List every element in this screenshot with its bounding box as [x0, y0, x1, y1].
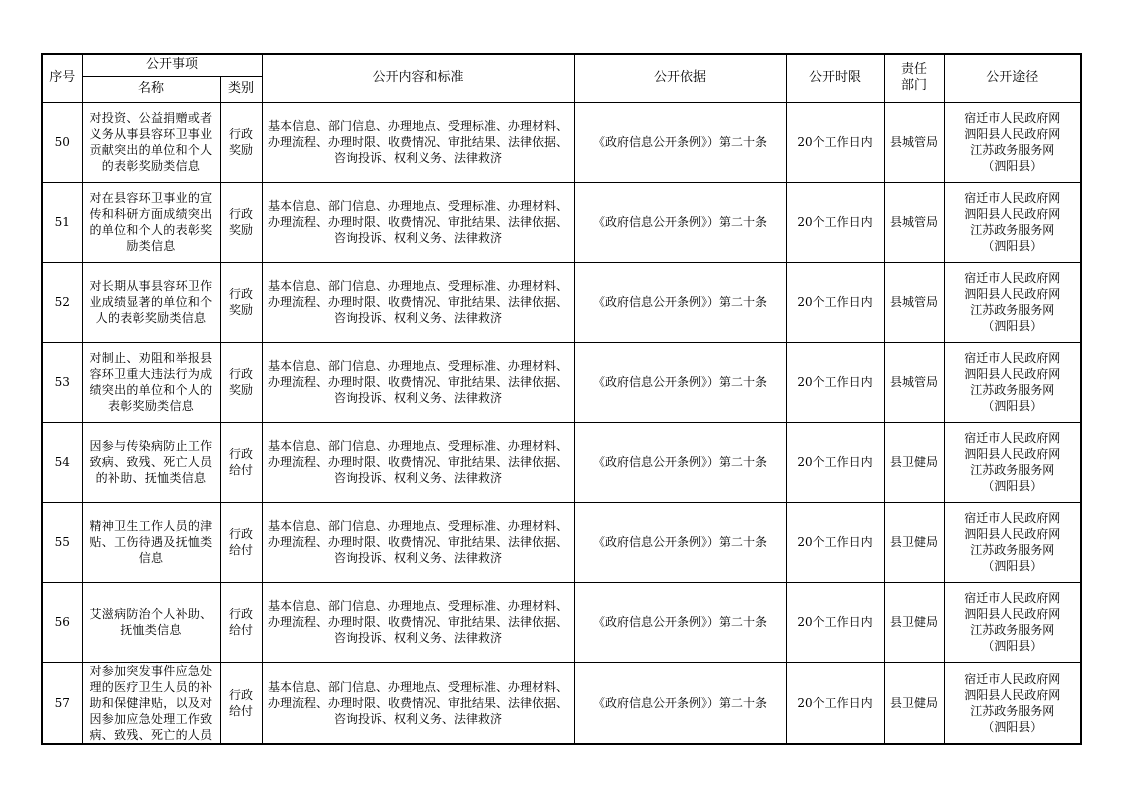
disclosure-table: [41, 53, 1082, 745]
channel-line: 泗阳县人民政府网: [964, 207, 1061, 221]
channel-line: 江苏政务服务网: [970, 703, 1055, 718]
channel-line: 宿迁市人民政府网: [964, 511, 1061, 525]
row-category-line1: 行政: [229, 607, 254, 621]
row-category: [220, 582, 262, 662]
row-category-line2: 奖励: [229, 383, 254, 397]
header-row-1: [42, 54, 1081, 76]
row-category: [220, 262, 262, 342]
row-name: 因参与传染病防止工作致病、致残、死亡人员的补助、抚恤类信息: [82, 422, 220, 502]
row-category-line1: 行政: [229, 367, 254, 381]
channel-line: （泗阳县）: [982, 719, 1043, 734]
row-category: [220, 102, 262, 182]
channel-line: （泗阳县）: [982, 159, 1043, 173]
row-category-line1: 行政: [229, 127, 254, 141]
row-name: 对长期从事县容环卫作业成绩显著的单位和个人的表彰奖励类信息: [82, 262, 220, 342]
channel-line: 江苏政务服务网: [970, 143, 1055, 157]
row-dept: 县城管局: [884, 342, 944, 422]
row-channel: [944, 582, 1081, 662]
header-public-item: 公开事项: [82, 54, 262, 76]
channel-line: 江苏政务服务网: [970, 303, 1055, 317]
header-dept-line2: 部门: [901, 78, 928, 94]
row-seq: 56: [42, 582, 82, 662]
table-row: [42, 182, 1081, 262]
row-name: 对制止、劝阻和举报县容环卫重大违法行为成绩突出的单位和个人的表彰奖励类信息: [82, 342, 220, 422]
channel-line: （泗阳县）: [982, 559, 1043, 573]
header-basis: 公开依据: [574, 54, 786, 102]
row-category-line1: 行政: [229, 687, 254, 702]
header-dept-line1: 责任: [901, 62, 928, 78]
row-time-limit: 20个工作日内: [786, 662, 884, 744]
row-category: [220, 182, 262, 262]
channel-line: 宿迁市人民政府网: [964, 591, 1061, 605]
row-category-line2: 给付: [229, 623, 254, 637]
row-category: [220, 662, 262, 744]
channel-line: 宿迁市人民政府网: [964, 431, 1061, 445]
header-time-limit: 公开时限: [786, 54, 884, 102]
row-time-limit: 20个工作日内: [786, 182, 884, 262]
row-basis: 《政府信息公开条例》）第二十条: [574, 422, 786, 502]
row-category-line1: 行政: [229, 207, 254, 221]
channel-line: 泗阳县人民政府网: [964, 287, 1061, 301]
header-name: 名称: [82, 76, 220, 102]
row-category: [220, 342, 262, 422]
row-content: 基本信息、部门信息、办理地点、受理标准、办理材料、办理流程、办理时限、收费情况、审批结果、法律依据、咨询投诉、权利义务、法律救济: [262, 502, 574, 582]
header-seq: 序号: [42, 54, 82, 102]
header-content: 公开内容和标准: [262, 54, 574, 102]
row-content: 基本信息、部门信息、办理地点、受理标准、办理材料、办理流程、办理时限、收费情况、审批结果、法律依据、咨询投诉、权利义务、法律救济: [262, 422, 574, 502]
row-seq: 55: [42, 502, 82, 582]
row-basis: 《政府信息公开条例》）第二十条: [574, 582, 786, 662]
row-content: 基本信息、部门信息、办理地点、受理标准、办理材料、办理流程、办理时限、收费情况、审批结果、法律依据、咨询投诉、权利义务、法律救济: [262, 582, 574, 662]
table-row: [42, 102, 1081, 182]
row-category-line1: 行政: [229, 447, 254, 461]
table-row: [42, 582, 1081, 662]
row-basis: 《政府信息公开条例》）第二十条: [574, 182, 786, 262]
row-seq: 53: [42, 342, 82, 422]
row-category: [220, 502, 262, 582]
table-row: [42, 342, 1081, 422]
row-seq: 54: [42, 422, 82, 502]
header-category: 类别: [220, 76, 262, 102]
row-category-line2: 给付: [229, 703, 254, 718]
row-name: 对投资、公益捐赠或者义务从事县容环卫事业贡献突出的单位和个人的表彰奖励类信息: [82, 102, 220, 182]
channel-line: （泗阳县）: [982, 399, 1043, 413]
row-name: 对参加突发事件应急处理的医疗卫生人员的补助和保健津贴，以及对因参加应急处理工作致病、致残、死亡的人员: [82, 662, 220, 744]
row-dept: 县城管局: [884, 102, 944, 182]
table-row: [42, 262, 1081, 342]
channel-line: 泗阳县人民政府网: [964, 127, 1061, 141]
row-category-line1: 行政: [229, 527, 254, 541]
row-channel: [944, 262, 1081, 342]
channel-line: 江苏政务服务网: [970, 543, 1055, 557]
channel-line: 泗阳县人民政府网: [964, 687, 1061, 702]
row-time-limit: 20个工作日内: [786, 342, 884, 422]
row-time-limit: 20个工作日内: [786, 422, 884, 502]
channel-line: （泗阳县）: [982, 319, 1043, 333]
row-category-line1: 行政: [229, 287, 254, 301]
channel-line: 泗阳县人民政府网: [964, 367, 1061, 381]
row-category-line2: 奖励: [229, 143, 254, 157]
row-content: 基本信息、部门信息、办理地点、受理标准、办理材料、办理流程、办理时限、收费情况、审批结果、法律依据、咨询投诉、权利义务、法律救济: [262, 342, 574, 422]
table-row: [42, 662, 1081, 744]
channel-line: 泗阳县人民政府网: [964, 607, 1061, 621]
header-channel: 公开途径: [944, 54, 1081, 102]
channel-line: （泗阳县）: [982, 239, 1043, 253]
row-basis: 《政府信息公开条例》）第二十条: [574, 502, 786, 582]
row-dept: 县卫健局: [884, 502, 944, 582]
row-category-line2: 奖励: [229, 303, 254, 317]
row-time-limit: 20个工作日内: [786, 262, 884, 342]
row-seq: 50: [42, 102, 82, 182]
row-content: 基本信息、部门信息、办理地点、受理标准、办理材料、办理流程、办理时限、收费情况、审批结果、法律依据、咨询投诉、权利义务、法律救济: [262, 182, 574, 262]
row-category-line2: 给付: [229, 463, 254, 477]
row-dept: 县城管局: [884, 182, 944, 262]
row-content: 基本信息、部门信息、办理地点、受理标准、办理材料、办理流程、办理时限、收费情况、审批结果、法律依据、咨询投诉、权利义务、法律救济: [262, 102, 574, 182]
row-channel: [944, 662, 1081, 744]
row-time-limit: 20个工作日内: [786, 582, 884, 662]
row-channel: [944, 502, 1081, 582]
row-name: 艾滋病防治个人补助、抚恤类信息: [82, 582, 220, 662]
row-channel: [944, 102, 1081, 182]
row-dept: 县卫健局: [884, 422, 944, 502]
row-dept: 县卫健局: [884, 582, 944, 662]
channel-line: 泗阳县人民政府网: [964, 447, 1061, 461]
channel-line: 江苏政务服务网: [970, 383, 1055, 397]
channel-line: （泗阳县）: [982, 479, 1043, 493]
header-dept: [884, 54, 944, 102]
row-seq: 52: [42, 262, 82, 342]
row-dept: 县城管局: [884, 262, 944, 342]
row-category-line2: 给付: [229, 543, 254, 557]
channel-line: 宿迁市人民政府网: [964, 271, 1061, 285]
channel-line: 江苏政务服务网: [970, 463, 1055, 477]
channel-line: 泗阳县人民政府网: [964, 527, 1061, 541]
channel-line: 宿迁市人民政府网: [964, 351, 1061, 365]
row-basis: 《政府信息公开条例》）第二十条: [574, 662, 786, 744]
row-channel: [944, 422, 1081, 502]
row-basis: 《政府信息公开条例》）第二十条: [574, 102, 786, 182]
channel-line: 宿迁市人民政府网: [964, 111, 1061, 125]
row-time-limit: 20个工作日内: [786, 102, 884, 182]
row-channel: [944, 182, 1081, 262]
row-content: 基本信息、部门信息、办理地点、受理标准、办理材料、办理流程、办理时限、收费情况、审批结果、法律依据、咨询投诉、权利义务、法律救济: [262, 262, 574, 342]
row-category: [220, 422, 262, 502]
row-content: 基本信息、部门信息、办理地点、受理标准、办理材料、办理流程、办理时限、收费情况、审批结果、法律依据、咨询投诉、权利义务、法律救济: [262, 662, 574, 744]
row-name: 对在县容环卫事业的宣传和科研方面成绩突出的单位和个人的表彰奖励类信息: [82, 182, 220, 262]
channel-line: （泗阳县）: [982, 639, 1043, 653]
channel-line: 江苏政务服务网: [970, 223, 1055, 237]
row-seq: 51: [42, 182, 82, 262]
row-time-limit: 20个工作日内: [786, 502, 884, 582]
table-row: [42, 422, 1081, 502]
channel-line: 宿迁市人民政府网: [964, 191, 1061, 205]
row-seq: 57: [42, 662, 82, 744]
table-row: [42, 502, 1081, 582]
row-basis: 《政府信息公开条例》）第二十条: [574, 342, 786, 422]
channel-line: 宿迁市人民政府网: [964, 671, 1061, 686]
row-category-line2: 奖励: [229, 223, 254, 237]
row-channel: [944, 342, 1081, 422]
row-basis: 《政府信息公开条例》）第二十条: [574, 262, 786, 342]
row-name: 精神卫生工作人员的津贴、工伤待遇及抚恤类信息: [82, 502, 220, 582]
row-dept: 县卫健局: [884, 662, 944, 744]
channel-line: 江苏政务服务网: [970, 623, 1055, 637]
